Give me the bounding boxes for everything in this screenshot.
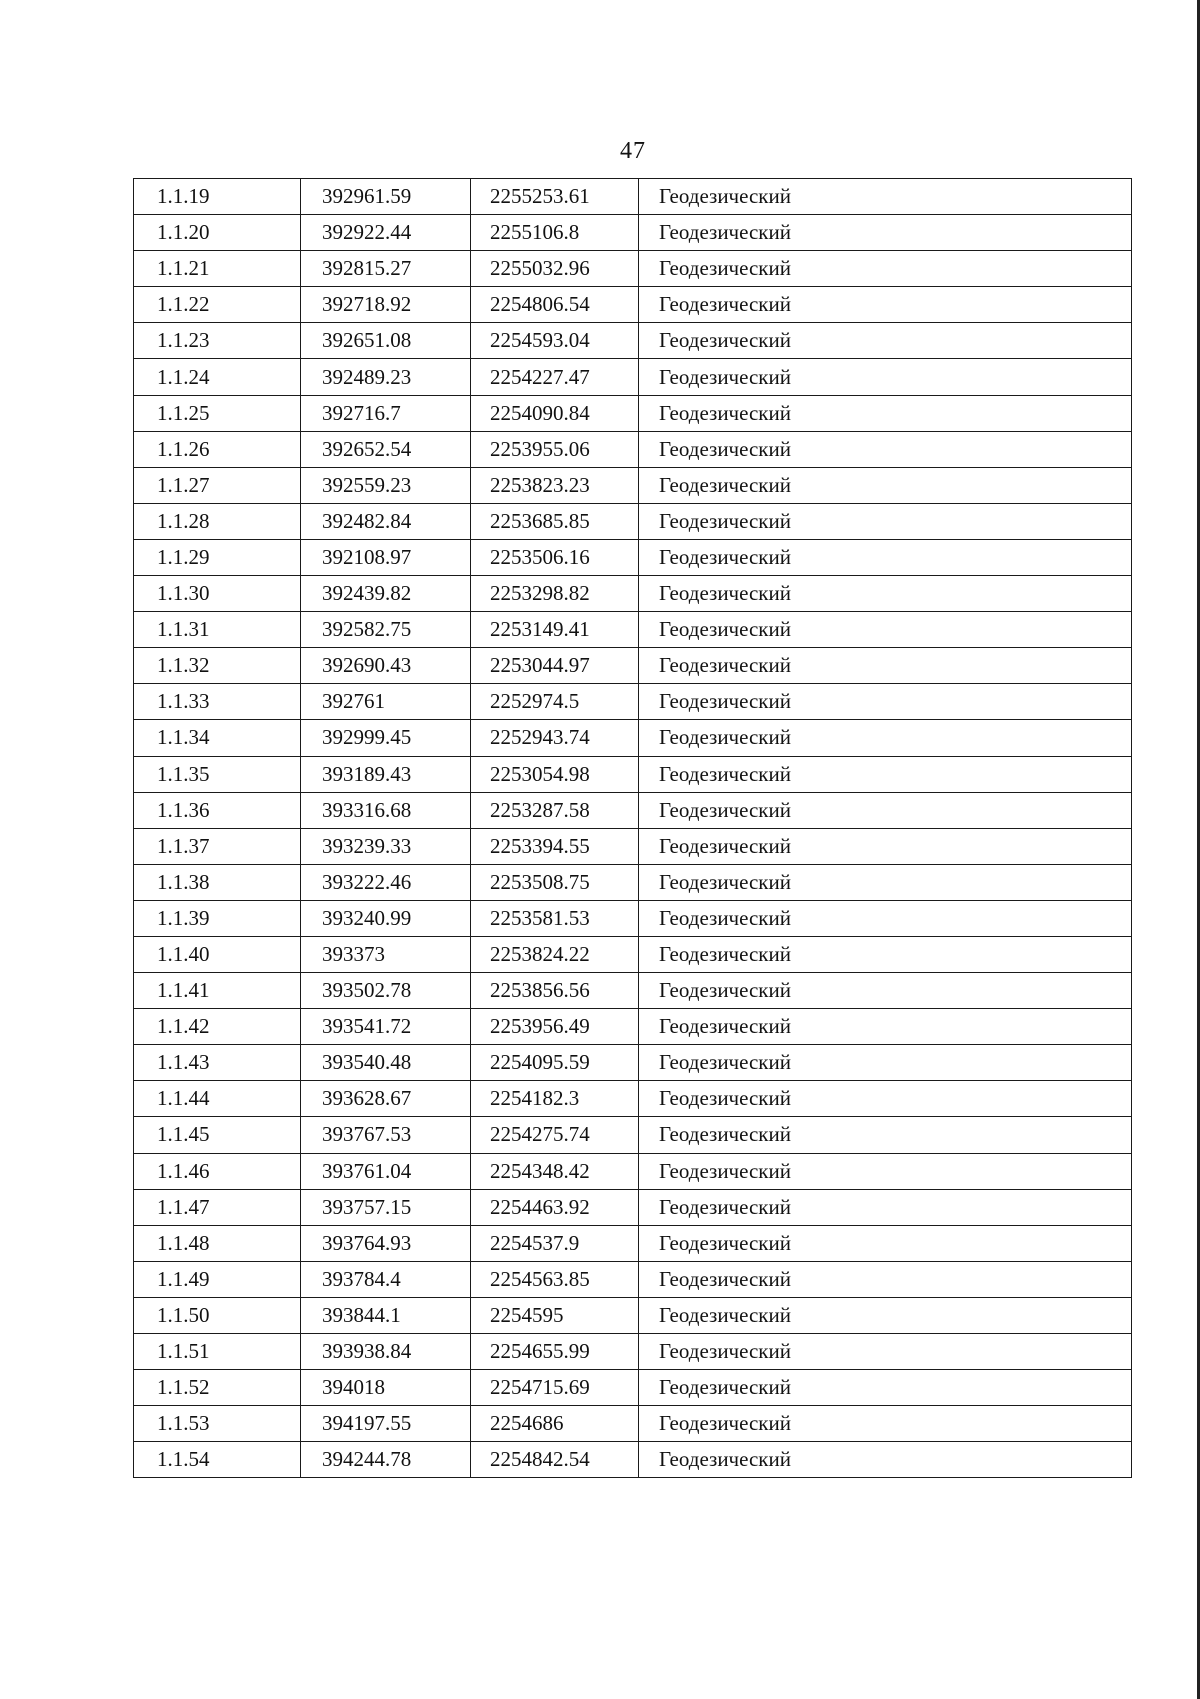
y-coordinate-cell: 2252974.5 [471,684,639,720]
x-coordinate-cell: 392482.84 [301,503,471,539]
point-number-cell: 1.1.39 [134,900,301,936]
y-coordinate-cell: 2253506.16 [471,539,639,575]
method-cell: Геодезический [639,612,1132,648]
table-row [134,287,1132,323]
table-row [134,864,1132,900]
method-cell: Геодезический [639,1442,1132,1478]
x-coordinate-cell: 393757.15 [301,1189,471,1225]
table-row [134,648,1132,684]
point-number-cell: 1.1.29 [134,539,301,575]
point-number-cell: 1.1.19 [134,179,301,215]
y-coordinate-cell: 2254715.69 [471,1370,639,1406]
table-row [134,612,1132,648]
table-row [134,1297,1132,1333]
method-cell: Геодезический [639,1406,1132,1442]
method-cell: Геодезический [639,1153,1132,1189]
y-coordinate-cell: 2253054.98 [471,756,639,792]
point-number-cell: 1.1.41 [134,973,301,1009]
y-coordinate-cell: 2255032.96 [471,251,639,287]
point-number-cell: 1.1.35 [134,756,301,792]
method-cell: Геодезический [639,1081,1132,1117]
method-cell: Геодезический [639,539,1132,575]
x-coordinate-cell: 393239.33 [301,828,471,864]
x-coordinate-cell: 392439.82 [301,576,471,612]
point-number-cell: 1.1.38 [134,864,301,900]
x-coordinate-cell: 393938.84 [301,1334,471,1370]
table-row [134,539,1132,575]
y-coordinate-cell: 2253508.75 [471,864,639,900]
table-row [134,395,1132,431]
point-number-cell: 1.1.21 [134,251,301,287]
table-row [134,1153,1132,1189]
method-cell: Геодезический [639,323,1132,359]
method-cell: Геодезический [639,1225,1132,1261]
y-coordinate-cell: 2255106.8 [471,215,639,251]
point-number-cell: 1.1.40 [134,936,301,972]
x-coordinate-cell: 393502.78 [301,973,471,1009]
y-coordinate-cell: 2253685.85 [471,503,639,539]
x-coordinate-cell: 393628.67 [301,1081,471,1117]
y-coordinate-cell: 2253955.06 [471,431,639,467]
method-cell: Геодезический [639,251,1132,287]
table-row [134,359,1132,395]
table-row [134,467,1132,503]
y-coordinate-cell: 2254463.92 [471,1189,639,1225]
point-number-cell: 1.1.26 [134,431,301,467]
x-coordinate-cell: 392559.23 [301,467,471,503]
x-coordinate-cell: 392999.45 [301,720,471,756]
table-row [134,503,1132,539]
coordinates-table-body [134,179,1132,1478]
y-coordinate-cell: 2254842.54 [471,1442,639,1478]
x-coordinate-cell: 394197.55 [301,1406,471,1442]
point-number-cell: 1.1.50 [134,1297,301,1333]
method-cell: Геодезический [639,431,1132,467]
table-row [134,215,1132,251]
table-row [134,1045,1132,1081]
x-coordinate-cell: 392815.27 [301,251,471,287]
x-coordinate-cell: 392652.54 [301,431,471,467]
x-coordinate-cell: 393784.4 [301,1261,471,1297]
x-coordinate-cell: 394018 [301,1370,471,1406]
y-coordinate-cell: 2253149.41 [471,612,639,648]
y-coordinate-cell: 2253394.55 [471,828,639,864]
x-coordinate-cell: 392716.7 [301,395,471,431]
point-number-cell: 1.1.32 [134,648,301,684]
y-coordinate-cell: 2253581.53 [471,900,639,936]
method-cell: Геодезический [639,792,1132,828]
method-cell: Геодезический [639,1117,1132,1153]
method-cell: Геодезический [639,864,1132,900]
page-number: 47 [620,138,646,164]
point-number-cell: 1.1.22 [134,287,301,323]
x-coordinate-cell: 393541.72 [301,1009,471,1045]
table-row [134,576,1132,612]
y-coordinate-cell: 2254348.42 [471,1153,639,1189]
point-number-cell: 1.1.34 [134,720,301,756]
method-cell: Геодезический [639,1370,1132,1406]
point-number-cell: 1.1.43 [134,1045,301,1081]
table-row [134,431,1132,467]
point-number-cell: 1.1.30 [134,576,301,612]
x-coordinate-cell: 392922.44 [301,215,471,251]
method-cell: Геодезический [639,359,1132,395]
method-cell: Геодезический [639,215,1132,251]
table-row [134,792,1132,828]
x-coordinate-cell: 392718.92 [301,287,471,323]
table-row [134,1406,1132,1442]
x-coordinate-cell: 393540.48 [301,1045,471,1081]
method-cell: Геодезический [639,179,1132,215]
method-cell: Геодезический [639,576,1132,612]
x-coordinate-cell: 393189.43 [301,756,471,792]
table-row [134,1261,1132,1297]
point-number-cell: 1.1.46 [134,1153,301,1189]
method-cell: Геодезический [639,503,1132,539]
point-number-cell: 1.1.20 [134,215,301,251]
x-coordinate-cell: 393767.53 [301,1117,471,1153]
table-row [134,1370,1132,1406]
table-row [134,1225,1132,1261]
y-coordinate-cell: 2253044.97 [471,648,639,684]
method-cell: Геодезический [639,756,1132,792]
table-row [134,1442,1132,1478]
y-coordinate-cell: 2253824.22 [471,936,639,972]
x-coordinate-cell: 393316.68 [301,792,471,828]
method-cell: Геодезический [639,1261,1132,1297]
point-number-cell: 1.1.23 [134,323,301,359]
y-coordinate-cell: 2254595 [471,1297,639,1333]
point-number-cell: 1.1.31 [134,612,301,648]
y-coordinate-cell: 2254806.54 [471,287,639,323]
point-number-cell: 1.1.49 [134,1261,301,1297]
point-number-cell: 1.1.25 [134,395,301,431]
y-coordinate-cell: 2253287.58 [471,792,639,828]
y-coordinate-cell: 2254537.9 [471,1225,639,1261]
x-coordinate-cell: 394244.78 [301,1442,471,1478]
point-number-cell: 1.1.53 [134,1406,301,1442]
method-cell: Геодезический [639,648,1132,684]
y-coordinate-cell: 2253823.23 [471,467,639,503]
point-number-cell: 1.1.45 [134,1117,301,1153]
table-row [134,1081,1132,1117]
y-coordinate-cell: 2253956.49 [471,1009,639,1045]
y-coordinate-cell: 2254090.84 [471,395,639,431]
x-coordinate-cell: 392761 [301,684,471,720]
table-row [134,828,1132,864]
table-row [134,1009,1132,1045]
table-row [134,684,1132,720]
method-cell: Геодезический [639,467,1132,503]
point-number-cell: 1.1.47 [134,1189,301,1225]
y-coordinate-cell: 2253298.82 [471,576,639,612]
y-coordinate-cell: 2254275.74 [471,1117,639,1153]
table-row [134,720,1132,756]
coordinates-table [133,178,1132,1478]
x-coordinate-cell: 393373 [301,936,471,972]
point-number-cell: 1.1.48 [134,1225,301,1261]
y-coordinate-cell: 2255253.61 [471,179,639,215]
y-coordinate-cell: 2254182.3 [471,1081,639,1117]
x-coordinate-cell: 392108.97 [301,539,471,575]
method-cell: Геодезический [639,720,1132,756]
y-coordinate-cell: 2254686 [471,1406,639,1442]
point-number-cell: 1.1.33 [134,684,301,720]
x-coordinate-cell: 393764.93 [301,1225,471,1261]
x-coordinate-cell: 392690.43 [301,648,471,684]
method-cell: Геодезический [639,287,1132,323]
x-coordinate-cell: 392489.23 [301,359,471,395]
method-cell: Геодезический [639,684,1132,720]
method-cell: Геодезический [639,936,1132,972]
table-row [134,179,1132,215]
y-coordinate-cell: 2253856.56 [471,973,639,1009]
method-cell: Геодезический [639,395,1132,431]
point-number-cell: 1.1.24 [134,359,301,395]
method-cell: Геодезический [639,1189,1132,1225]
point-number-cell: 1.1.36 [134,792,301,828]
y-coordinate-cell: 2254563.85 [471,1261,639,1297]
point-number-cell: 1.1.52 [134,1370,301,1406]
table-row [134,1117,1132,1153]
point-number-cell: 1.1.44 [134,1081,301,1117]
table-row [134,1189,1132,1225]
method-cell: Геодезический [639,1045,1132,1081]
method-cell: Геодезический [639,900,1132,936]
point-number-cell: 1.1.54 [134,1442,301,1478]
table-row [134,756,1132,792]
x-coordinate-cell: 392961.59 [301,179,471,215]
x-coordinate-cell: 393240.99 [301,900,471,936]
method-cell: Геодезический [639,1009,1132,1045]
point-number-cell: 1.1.51 [134,1334,301,1370]
y-coordinate-cell: 2254227.47 [471,359,639,395]
x-coordinate-cell: 393761.04 [301,1153,471,1189]
x-coordinate-cell: 392582.75 [301,612,471,648]
table-row [134,900,1132,936]
method-cell: Геодезический [639,1334,1132,1370]
method-cell: Геодезический [639,828,1132,864]
table-row [134,323,1132,359]
point-number-cell: 1.1.42 [134,1009,301,1045]
y-coordinate-cell: 2254095.59 [471,1045,639,1081]
x-coordinate-cell: 393844.1 [301,1297,471,1333]
table-row [134,973,1132,1009]
point-number-cell: 1.1.28 [134,503,301,539]
y-coordinate-cell: 2252943.74 [471,720,639,756]
point-number-cell: 1.1.27 [134,467,301,503]
table-row [134,1334,1132,1370]
method-cell: Геодезический [639,973,1132,1009]
y-coordinate-cell: 2254593.04 [471,323,639,359]
point-number-cell: 1.1.37 [134,828,301,864]
table-row [134,936,1132,972]
x-coordinate-cell: 392651.08 [301,323,471,359]
x-coordinate-cell: 393222.46 [301,864,471,900]
method-cell: Геодезический [639,1297,1132,1333]
y-coordinate-cell: 2254655.99 [471,1334,639,1370]
table-row [134,251,1132,287]
